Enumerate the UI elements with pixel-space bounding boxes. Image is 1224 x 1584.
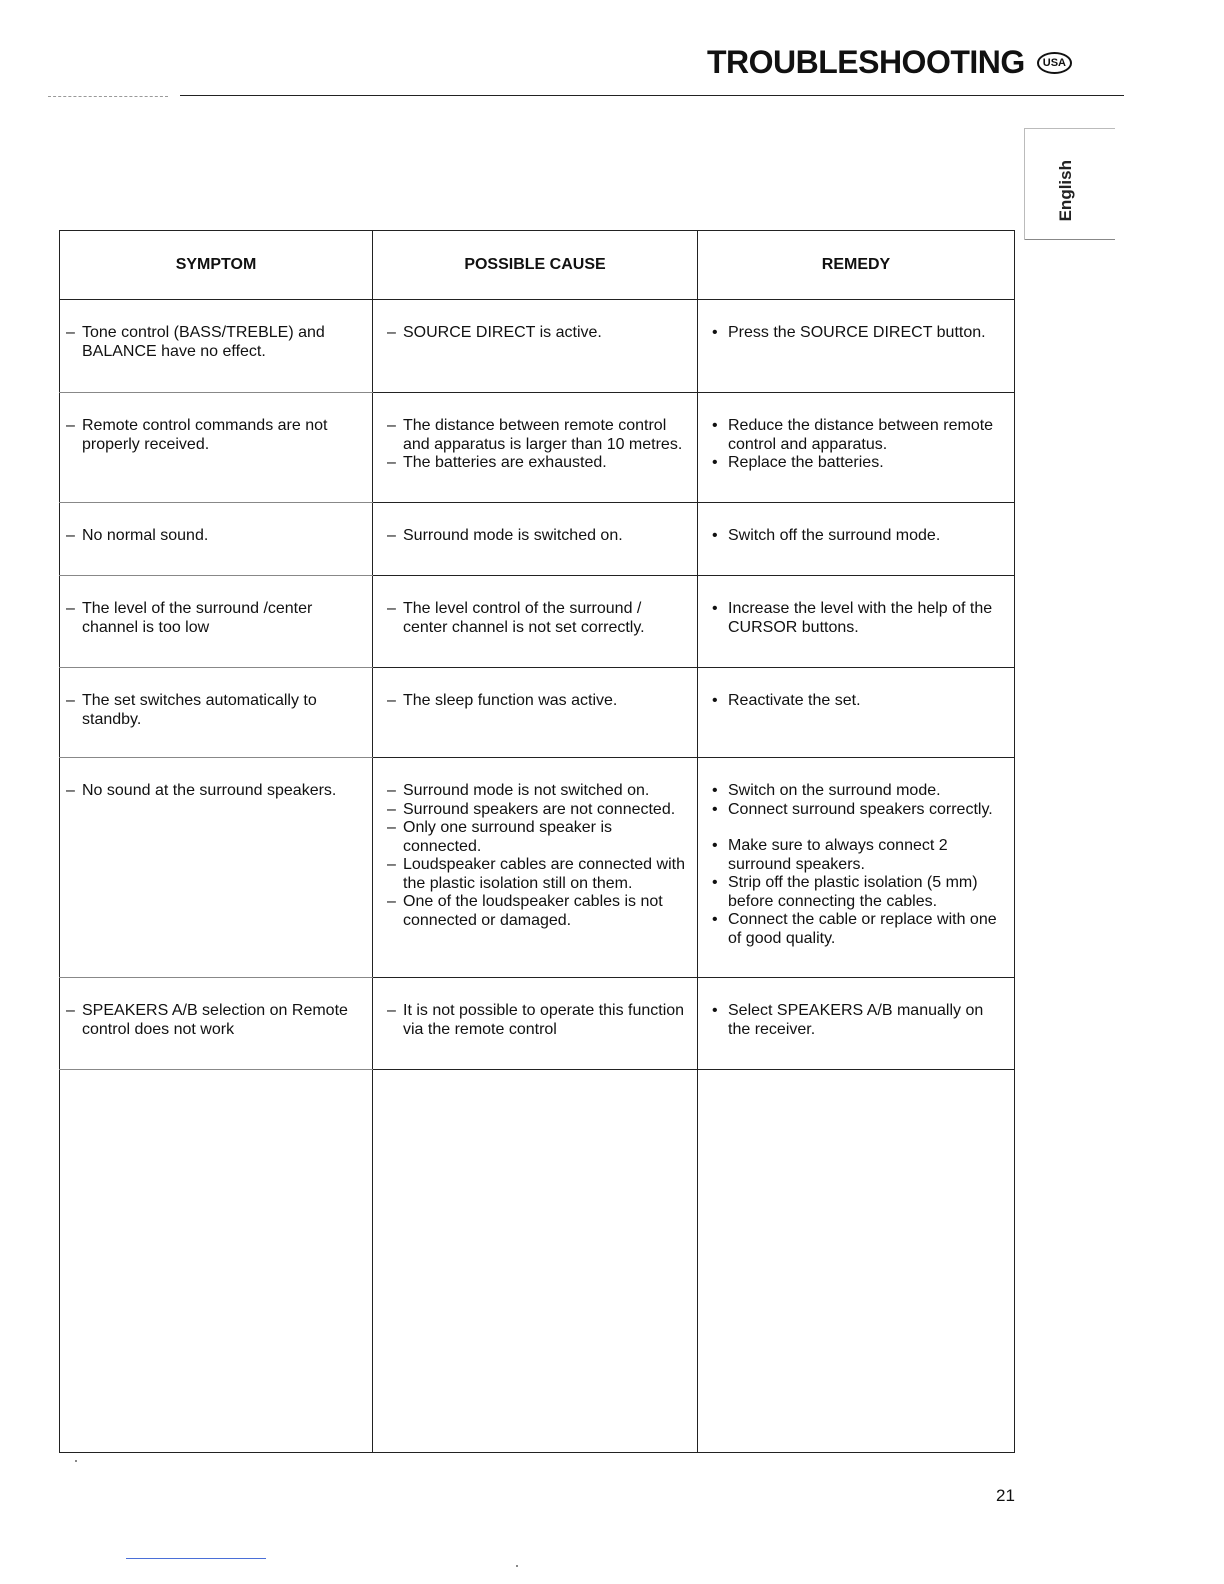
entry-text: One of the loudspeaker cables is not connected or damaged. xyxy=(403,893,663,929)
empty-cell xyxy=(373,1070,698,1453)
language-tab-bottom-border xyxy=(1025,239,1115,240)
symptom-cell xyxy=(60,393,373,503)
entry-text: The sleep function was active. xyxy=(403,692,618,709)
header-rule xyxy=(180,95,1124,96)
dash-icon: – xyxy=(66,417,75,434)
dash-icon: – xyxy=(66,1002,75,1019)
list-item xyxy=(712,874,1006,911)
bullet-icon: • xyxy=(712,417,718,434)
scan-speck xyxy=(516,1565,518,1567)
dash-icon: – xyxy=(66,782,75,799)
list-item xyxy=(387,417,689,454)
language-tab-top-border xyxy=(1025,128,1115,129)
list-item xyxy=(66,600,364,637)
dash-icon: – xyxy=(66,527,75,544)
remedy-cell xyxy=(698,503,1015,576)
symptom-cell xyxy=(60,978,373,1070)
page-header xyxy=(707,44,1072,81)
entry-text: The level of the surround /center channel is too low xyxy=(82,600,313,636)
list-item xyxy=(387,819,689,856)
table-row xyxy=(60,503,1015,576)
cause-cell xyxy=(373,978,698,1070)
bullet-icon: • xyxy=(712,874,718,891)
list-item xyxy=(387,600,689,637)
entry-text: Switch on the surround mode. xyxy=(728,782,941,799)
dash-icon: – xyxy=(387,600,396,617)
bullet-icon: • xyxy=(712,911,718,928)
list-item xyxy=(66,782,364,801)
remedy-cell xyxy=(698,576,1015,668)
table-row xyxy=(60,668,1015,758)
bullet-icon: • xyxy=(712,782,718,799)
bullet-icon: • xyxy=(712,1002,718,1019)
language-tab xyxy=(1024,128,1115,240)
symptom-cell xyxy=(60,300,373,393)
footer-line xyxy=(126,1558,266,1559)
list-item xyxy=(387,324,689,343)
empty-cell xyxy=(60,1070,373,1453)
symptom-cell xyxy=(60,576,373,668)
symptom-cell xyxy=(60,503,373,576)
entry-text: Surround mode is switched on. xyxy=(403,527,623,544)
list-item xyxy=(387,893,689,930)
remedy-cell xyxy=(698,393,1015,503)
table-row xyxy=(60,576,1015,668)
remedy-cell xyxy=(698,978,1015,1070)
bullet-icon: • xyxy=(712,454,718,471)
entry-text: Connect the cable or replace with one of good quality. xyxy=(728,911,997,947)
entry-text: Make sure to always connect 2 surround speakers. xyxy=(728,837,948,873)
list-item xyxy=(387,801,689,820)
list-item xyxy=(387,856,689,893)
entry-text: Surround speakers are not connected. xyxy=(403,800,676,818)
page-number: 21 xyxy=(996,1486,1015,1505)
remedy-cell xyxy=(698,758,1015,978)
entry-text: SPEAKERS A/B selection on Remote control does not work xyxy=(82,1002,348,1038)
dash-icon: – xyxy=(387,782,396,799)
remedy-cell xyxy=(698,668,1015,758)
list-item xyxy=(387,1002,689,1039)
entry-text: Select SPEAKERS A/B manually on the receiver. xyxy=(728,1002,984,1038)
dash-icon: – xyxy=(66,692,75,709)
bullet-icon: • xyxy=(712,600,718,617)
cause-cell xyxy=(373,758,698,978)
empty-cell xyxy=(698,1070,1015,1453)
bullet-icon: • xyxy=(712,527,718,544)
table-header-row xyxy=(60,231,1015,300)
cause-cell xyxy=(373,300,698,393)
dash-icon: – xyxy=(387,454,396,471)
list-item xyxy=(712,1002,1006,1039)
list-item xyxy=(66,417,364,454)
table-row xyxy=(60,393,1015,503)
list-item xyxy=(712,600,1006,637)
column-header-symptom: SYMPTOM xyxy=(60,231,373,300)
cause-cell xyxy=(373,576,698,668)
list-item xyxy=(712,417,1006,454)
cause-cell xyxy=(373,668,698,758)
list-item xyxy=(712,911,1006,948)
list-item xyxy=(712,454,1006,473)
entry-text: No normal sound. xyxy=(82,527,209,544)
dash-icon: – xyxy=(387,856,396,873)
entry-text: The distance between remote control and apparatus is larger than 10 metres. xyxy=(403,417,683,453)
cause-cell xyxy=(373,503,698,576)
bullet-icon: • xyxy=(712,692,718,709)
entry-text: Surround mode is not switched on. xyxy=(403,782,650,799)
dash-icon: – xyxy=(387,692,396,709)
bullet-icon: • xyxy=(712,324,718,341)
troubleshooting-table xyxy=(59,230,1015,1453)
dash-icon: – xyxy=(66,600,75,617)
page-title: TROUBLESHOOTING xyxy=(706,44,1025,80)
language-label: English xyxy=(1056,160,1075,222)
entry-text: Reactivate the set. xyxy=(728,692,861,709)
entry-text: Increase the level with the help of the CURSOR buttons. xyxy=(728,600,993,636)
entry-text: Switch off the surround mode. xyxy=(728,527,941,544)
entry-text: Strip off the plastic isolation (5 mm) before connecting the cables. xyxy=(728,874,978,910)
list-item xyxy=(387,782,689,801)
list-item xyxy=(712,837,1006,874)
list-item xyxy=(66,692,364,729)
entry-text: SOURCE DIRECT is active. xyxy=(403,324,602,341)
table-row xyxy=(60,300,1015,393)
empty-table-row xyxy=(60,1070,1015,1453)
entry-text: Connect surround speakers correctly. xyxy=(728,800,993,818)
dash-icon: – xyxy=(387,324,396,341)
bullet-icon: • xyxy=(712,800,718,818)
dash-icon: – xyxy=(387,819,396,836)
list-item xyxy=(712,782,1006,801)
entry-text: Remote control commands are not properly received. xyxy=(82,417,328,453)
column-header-remedy: REMEDY xyxy=(698,231,1015,300)
table-row xyxy=(60,978,1015,1070)
entry-text: The set switches automatically to standby. xyxy=(82,692,317,728)
dash-icon: – xyxy=(66,324,75,341)
dash-icon: – xyxy=(387,893,396,910)
cause-cell xyxy=(373,393,698,503)
entry-text: Only one surround speaker is connected. xyxy=(403,819,612,855)
entry-text: The batteries are exhausted. xyxy=(403,454,607,471)
list-item xyxy=(66,527,364,546)
list-item xyxy=(712,692,1006,711)
entry-text: No sound at the surround speakers. xyxy=(82,782,337,799)
symptom-cell xyxy=(60,758,373,978)
entry-text: It is not possible to operate this function via the remote control xyxy=(403,1002,685,1038)
table-body xyxy=(60,300,1015,1453)
region-badge-icon: USA xyxy=(1037,52,1072,74)
symptom-cell xyxy=(60,668,373,758)
remedy-cell xyxy=(698,300,1015,393)
dash-icon: – xyxy=(387,800,396,818)
list-item xyxy=(712,324,1006,343)
entry-text: Tone control (BASS/TREBLE) and BALANCE have no effect. xyxy=(82,324,325,360)
header-rule-fragment xyxy=(48,96,168,97)
table-row xyxy=(60,758,1015,978)
dash-icon: – xyxy=(387,527,396,544)
entry-text: The level control of the surround / center channel is not set correctly. xyxy=(403,600,645,636)
list-item xyxy=(387,454,689,473)
dash-icon: – xyxy=(387,417,396,434)
dash-icon: – xyxy=(387,1002,396,1019)
list-item xyxy=(387,527,689,546)
entry-text: Press the SOURCE DIRECT button. xyxy=(728,324,986,341)
list-item xyxy=(712,801,1006,820)
list-item xyxy=(712,527,1006,546)
column-header-cause: POSSIBLE CAUSE xyxy=(373,231,698,300)
bullet-icon: • xyxy=(712,837,718,854)
list-item xyxy=(66,1002,364,1039)
entry-text: Replace the batteries. xyxy=(728,454,884,471)
entry-text: Loudspeaker cables are connected with the plastic isolation still on them. xyxy=(403,856,685,892)
list-item xyxy=(387,692,689,711)
scan-speck xyxy=(75,1460,77,1462)
entry-text: Reduce the distance between remote control and apparatus. xyxy=(728,417,994,453)
list-item xyxy=(66,324,364,361)
